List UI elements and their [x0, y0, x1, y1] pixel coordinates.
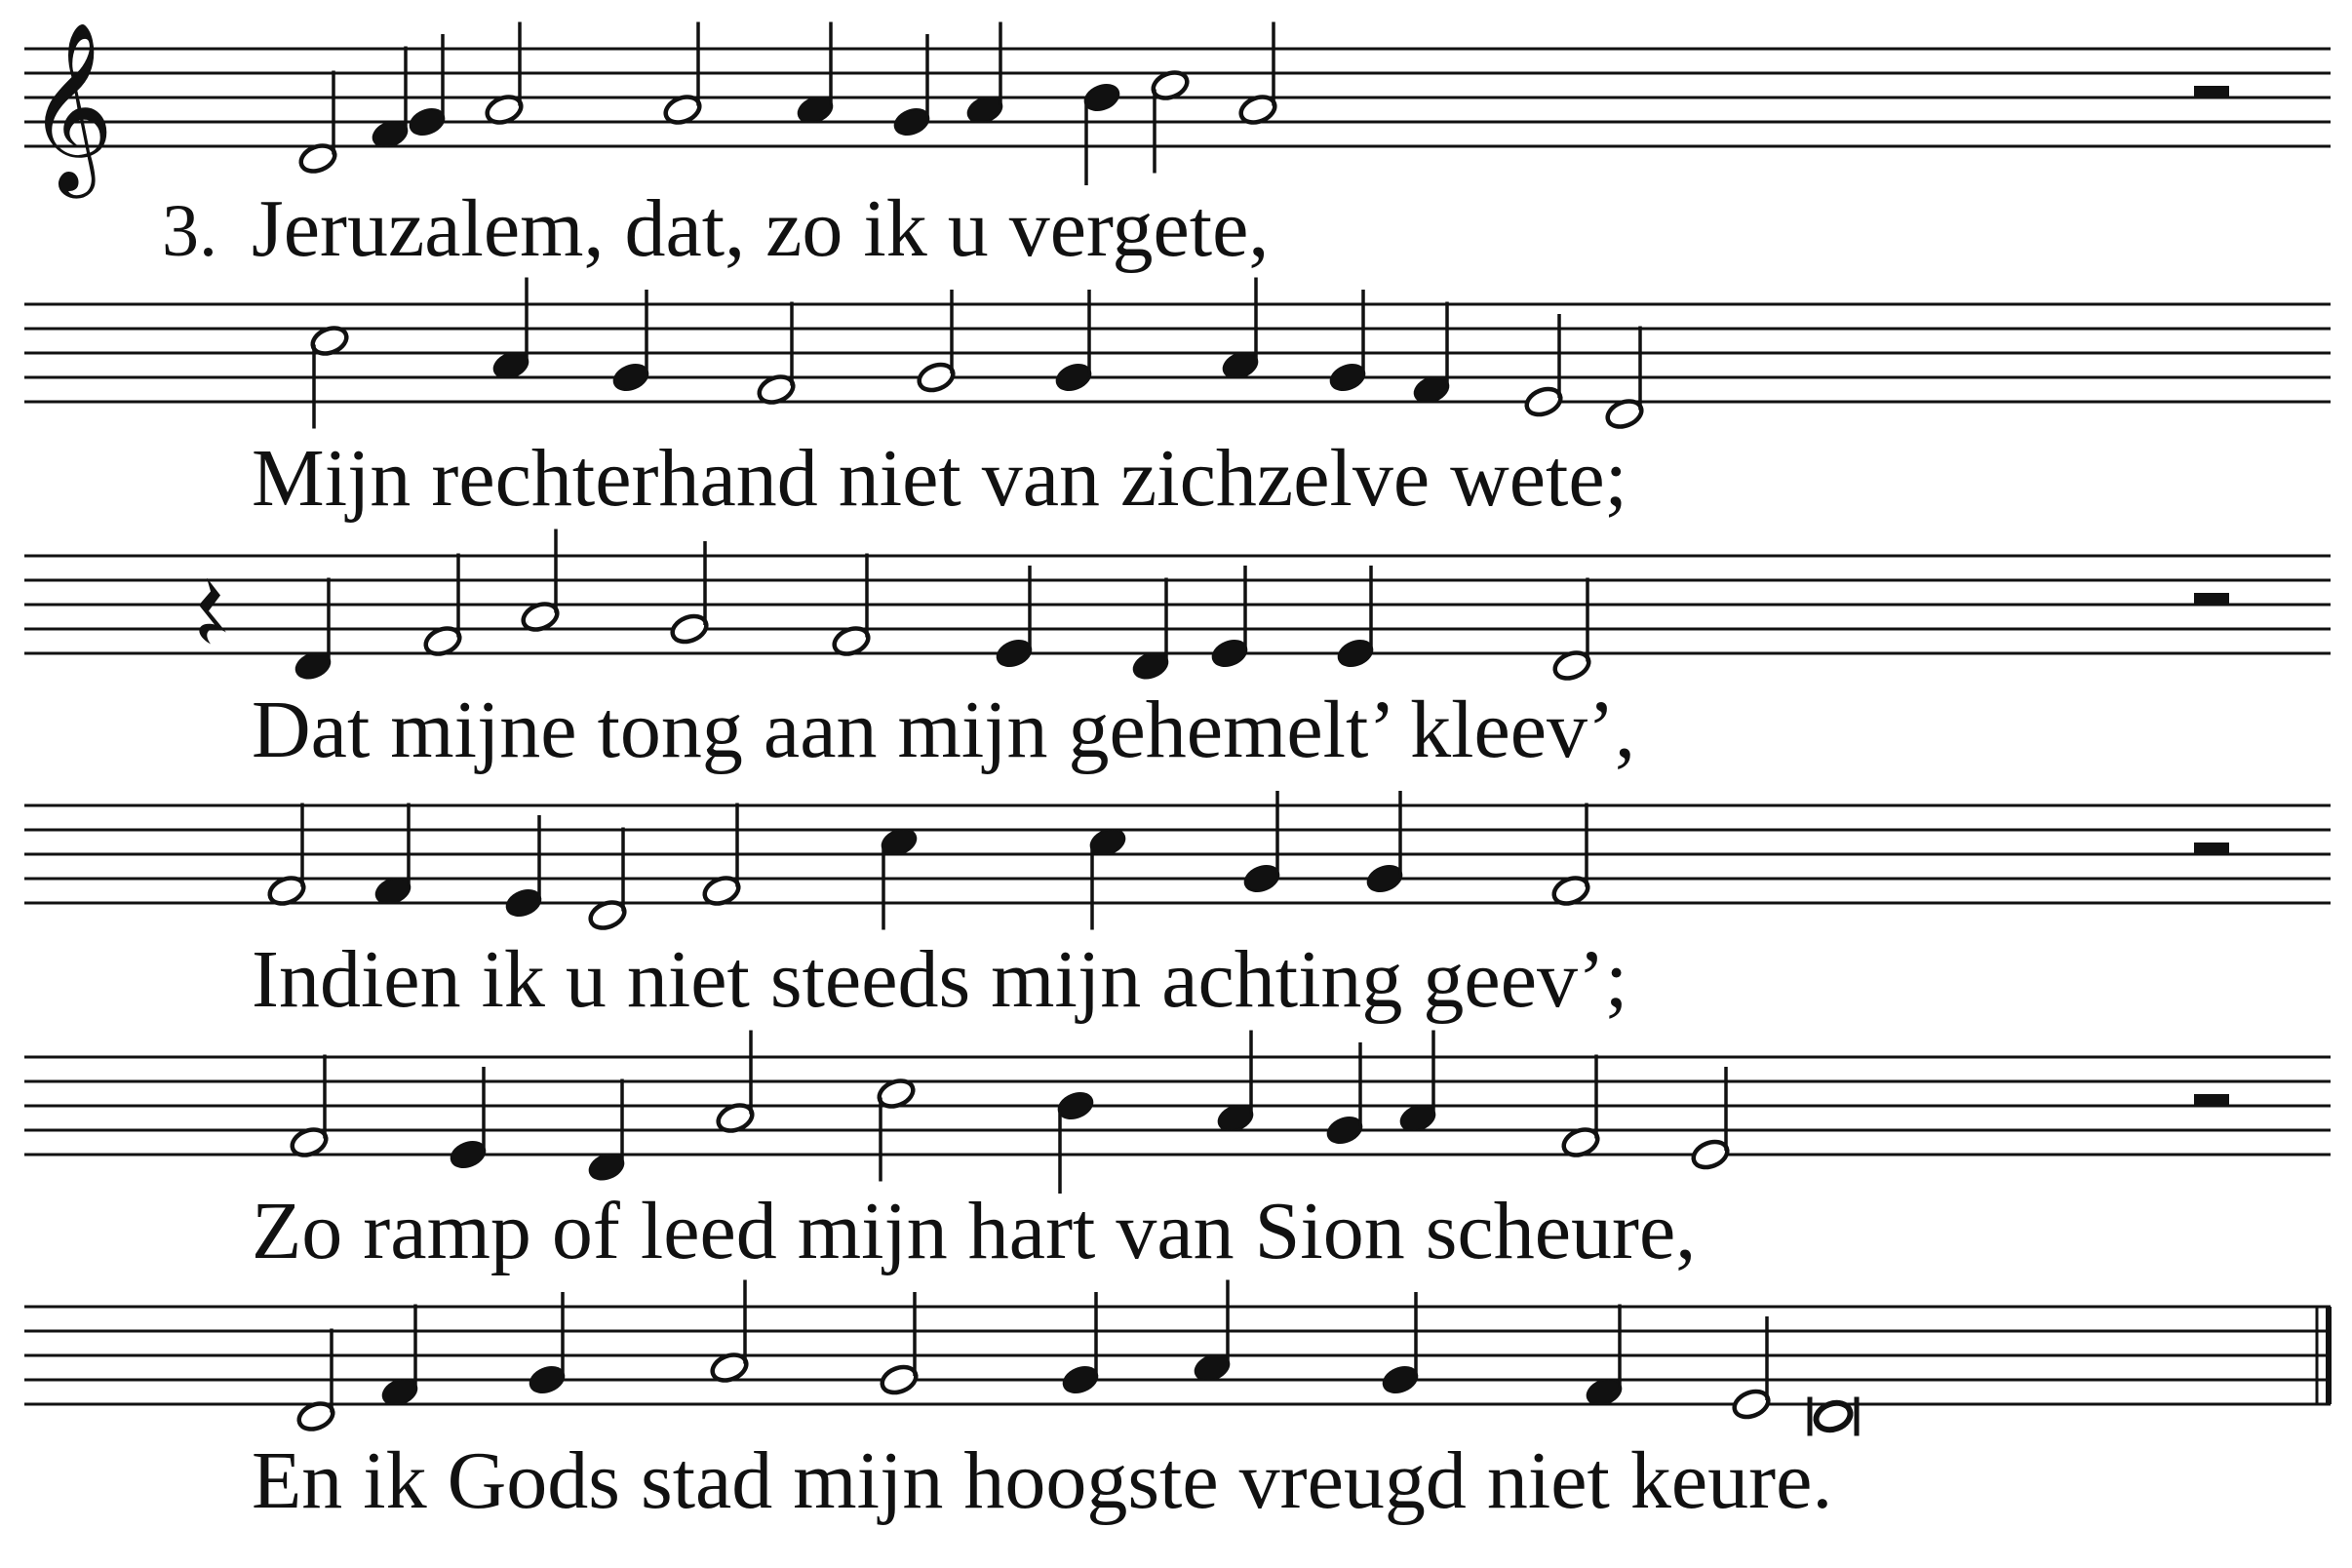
lyric-line-3: Dat mijne tong aan mijn gehemelt’ kleev’,: [252, 685, 1635, 775]
system-5: [24, 1031, 2331, 1277]
lyric-line-4: Indien ik u niet steeds mijn achting geev’;: [252, 934, 1628, 1025]
staff-2: [24, 304, 2331, 402]
staff-6: [24, 1307, 2331, 1404]
lyric-line-6: En ik Gods stad mijn hoogste vreugd niet keure.: [252, 1435, 1833, 1526]
note: [1055, 1088, 1096, 1194]
lyric-line-1: Jeruzalem, dat, zo ik u vergete,: [252, 183, 1270, 274]
system-3: [24, 529, 2331, 776]
system-2: [24, 278, 2331, 525]
staff-1: [24, 49, 2331, 146]
half-rest: [2194, 86, 2229, 98]
staff-4: [24, 805, 2331, 903]
staff-5: [24, 1057, 2331, 1155]
half-rest: [2194, 843, 2229, 854]
quarter-rest: [199, 578, 226, 645]
staff-3: [24, 556, 2331, 653]
lyric-line-5: Zo ramp of leed mijn hart van Sion scheure,: [252, 1186, 1697, 1276]
half-rest: [2194, 1094, 2229, 1106]
note: [1081, 80, 1122, 185]
verse-number: 3.: [162, 190, 217, 272]
lyric-line-2: Mijn rechterhand niet van zichzelve wete;: [252, 433, 1628, 524]
system-1: [24, 21, 2331, 274]
half-rest: [2194, 593, 2229, 605]
system-6: [24, 1280, 2331, 1527]
treble-clef-icon: 𝄞: [27, 21, 114, 191]
system-4: [24, 791, 2331, 1025]
